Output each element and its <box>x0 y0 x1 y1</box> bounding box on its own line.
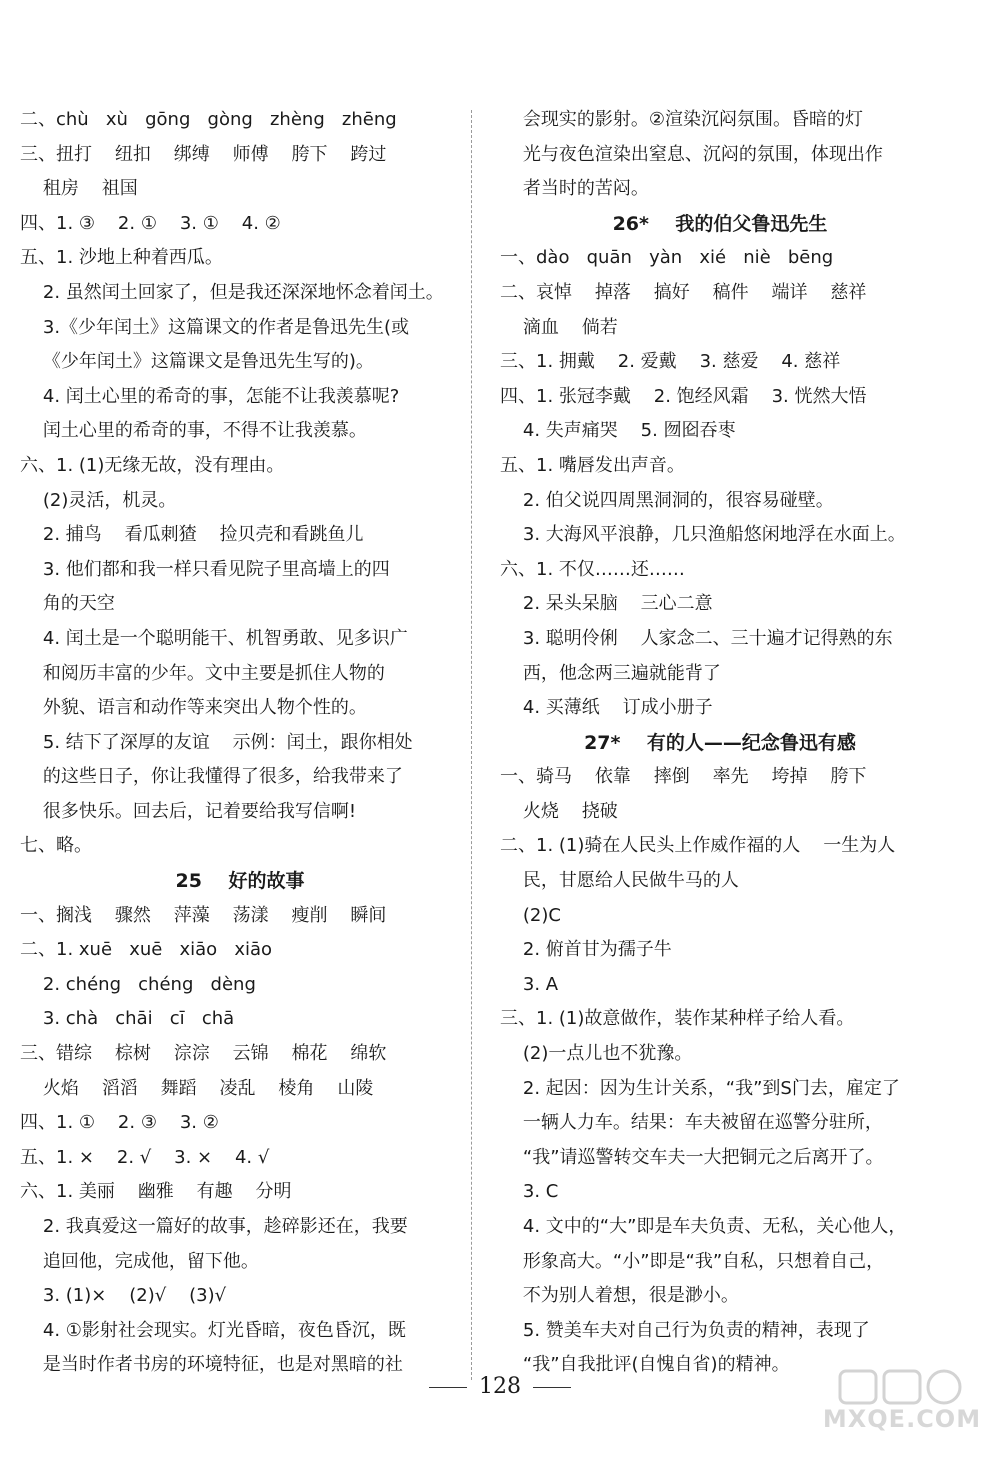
answer-line: 3.《少年闰土》这篇课文的作者是鲁迅先生(或 <box>20 316 410 338</box>
answer-line: (2)一点儿也不犹豫。 <box>500 1043 693 1065</box>
answer-line: 4. 文中的“大”即是车夫负责、无私，关心他人， <box>500 1216 907 1237</box>
answer-line: 3. 他们都和我一样只看见院子里高墙上的四 <box>20 558 390 580</box>
answer-line: 2. 呆头呆脑 三心二意 <box>500 593 713 615</box>
answer-line: 4. ①影射社会现实。灯光昏暗，夜色昏沉，既 <box>20 1319 406 1341</box>
answer-line: 3. chà chāi cī chā <box>20 1008 235 1030</box>
answer-line: 2. 我真爱这一篇好的故事，趁碎影还在，我要 <box>20 1216 408 1237</box>
answer-line: 六、1. 美丽 幽雅 有趣 分明 <box>20 1181 292 1203</box>
answer-line: 二、哀悼 掉落 搞好 稿件 端详 慈祥 <box>500 281 867 303</box>
answer-line: 外貌、语言和动作等来突出人物个性的。 <box>20 697 367 719</box>
answer-line: 三、扭打 纽扣 绑缚 师傅 胯下 跨过 <box>20 143 387 165</box>
answer-line: “我”自我批评(自愧自省)的精神。 <box>500 1354 790 1376</box>
answer-line: 2. 俯首甘为孺子牛 <box>500 939 672 961</box>
answer-line: “我”请巡警转交车夫一大把铜元之后离开了。 <box>500 1146 884 1168</box>
answer-line: 二、1. xuē xuē xiāo xiāo <box>20 939 273 961</box>
watermark <box>818 1367 986 1449</box>
watermark-site-text: MXQE.COM <box>822 1405 982 1433</box>
answer-line: (2)灵活，机灵。 <box>20 489 177 511</box>
answer-line: 5. 赞美车夫对自己行为负责的精神，表现了 <box>500 1319 870 1341</box>
answer-line: 光与夜色渲染出窒息、沉闷的氛围，体现出作 <box>500 143 883 165</box>
left-column <box>20 103 460 1383</box>
answer-line: 3. A <box>500 973 559 995</box>
answer-line: 民，甘愿给人民做牛马的人 <box>500 870 739 892</box>
answer-line: 火焰 滔滔 舞蹈 凌乱 棱角 山陵 <box>20 1077 374 1099</box>
section-heading: 26* 我的伯父鲁迅先生 <box>612 212 828 235</box>
footer-dash-left <box>429 1387 467 1388</box>
section-heading: 27* 有的人——纪念鲁迅有感 <box>584 731 856 754</box>
answer-line: 2. chéng chéng dèng <box>20 973 256 995</box>
answer-line: 火烧 挠破 <box>500 800 618 822</box>
answer-line: 是当时作者书房的环境特征，也是对黑暗的社 <box>20 1354 403 1376</box>
answer-line: 角的天空 <box>20 593 115 615</box>
section-heading: 25 好的故事 <box>175 870 305 893</box>
page-number: 128 <box>479 1374 521 1399</box>
answer-line: 三、错综 棕树 淙淙 云锦 棉花 绵软 <box>20 1043 387 1065</box>
answer-line: 3. C <box>500 1181 559 1203</box>
answer-line: 七、略。 <box>20 835 92 857</box>
answer-line: 不为别人着想，很是渺小。 <box>500 1285 739 1307</box>
answer-line: 五、1. 嘴唇发出声音。 <box>500 454 685 476</box>
column-divider <box>471 110 472 1380</box>
answer-line: (2)C <box>500 904 561 926</box>
answer-line: 四、1. ① 2. ③ 3. ② <box>20 1112 219 1134</box>
answer-line: 4. 闰土心里的希奇的事，怎能不让我羡慕呢? <box>20 385 400 407</box>
answer-line: 一辆人力车。结果：车夫被留在巡警分驻所， <box>500 1112 883 1134</box>
answer-line: 一、dào quān yàn xié niè bēng <box>500 247 834 269</box>
answer-line: 的这些日子，你让我懂得了很多，给我带来了 <box>20 766 403 788</box>
answer-line: 会现实的影射。②渲染沉闷氛围。昏暗的灯 <box>500 109 864 130</box>
answer-line: 《少年闰土》这篇课文是鲁迅先生写的)。 <box>20 351 374 373</box>
answer-line: 五、1. × 2. √ 3. × 4. √ <box>20 1146 270 1168</box>
answer-line: 二、chù xù gōng gòng zhèng zhēng <box>20 109 397 130</box>
answer-line: 2. 捕鸟 看瓜刺猹 捡贝壳和看跳鱼儿 <box>20 524 364 546</box>
answer-line: 和阅历丰富的少年。文中主要是抓住人物的 <box>20 662 385 684</box>
answer-line: 者当时的苦闷。 <box>500 178 649 200</box>
answer-line: 闰土心里的希奇的事，不得不让我羡慕。 <box>20 420 367 442</box>
answer-line: 二、1. (1)骑在人民头上作威作福的人 一生为人 <box>500 835 896 857</box>
right-column <box>500 103 940 1383</box>
answer-line: 5. 结下了深厚的友谊 示例：闰土，跟你相处 <box>20 731 413 753</box>
answer-line: 3. (1)× (2)√ (3)√ <box>20 1285 227 1307</box>
answer-line: 四、1. 张冠李戴 2. 饱经风霜 3. 恍然大悟 <box>500 385 867 407</box>
answer-line: 形象高大。“小”即是“我”自私，只想着自己， <box>500 1250 885 1272</box>
answer-line: 一、搁浅 骤然 萍藻 荡漾 瘦削 瞬间 <box>20 904 387 926</box>
answer-line: 追回他，完成他，留下他。 <box>20 1250 259 1272</box>
footer-dash-right <box>533 1387 571 1388</box>
answer-line: 五、1. 沙地上种着西瓜。 <box>20 247 223 269</box>
answer-line: 六、1. (1)无缘无故，没有理由。 <box>20 454 285 476</box>
answer-line: 租房 祖国 <box>20 178 138 200</box>
answer-line: 西，他念两三遍就能背了 <box>500 662 721 684</box>
answer-line: 2. 起因：因为生计关系，“我”到S门去，雇定了 <box>500 1077 900 1099</box>
answer-line: 3. 聪明伶俐 人家念二、三十遍才记得熟的东 <box>500 627 893 649</box>
answer-line: 三、1. 拥戴 2. 爱戴 3. 慈爱 4. 慈祥 <box>500 351 841 373</box>
watermark-logo-icon <box>838 1367 966 1407</box>
answer-line: 4. 失声痛哭 5. 囫囵吞枣 <box>500 420 736 442</box>
answer-line: 四、1. ③ 2. ① 3. ① 4. ② <box>20 212 281 234</box>
answer-line: 三、1. (1)故意做作，装作某种样子给人看。 <box>500 1008 855 1030</box>
answer-line: 2. 伯父说四周黑洞洞的，很容易碰壁。 <box>500 489 834 511</box>
answer-line: 滴血 倘若 <box>500 316 618 338</box>
answer-line: 六、1. 不仅……还…… <box>500 558 685 580</box>
answer-line: 4. 闰土是一个聪明能干、机智勇敢、见多识广 <box>20 627 408 649</box>
answer-line: 很多快乐。回去后，记着要给我写信啊! <box>20 800 357 822</box>
answer-line: 4. 买薄纸 订成小册子 <box>500 697 713 719</box>
answer-line: 3. 大海风平浪静，几只渔船悠闲地浮在水面上。 <box>500 524 906 546</box>
answer-line: 一、骑马 依靠 摔倒 率先 垮掉 胯下 <box>500 766 867 788</box>
answer-line: 2. 虽然闰土回家了，但是我还深深地怀念着闰土。 <box>20 281 444 303</box>
